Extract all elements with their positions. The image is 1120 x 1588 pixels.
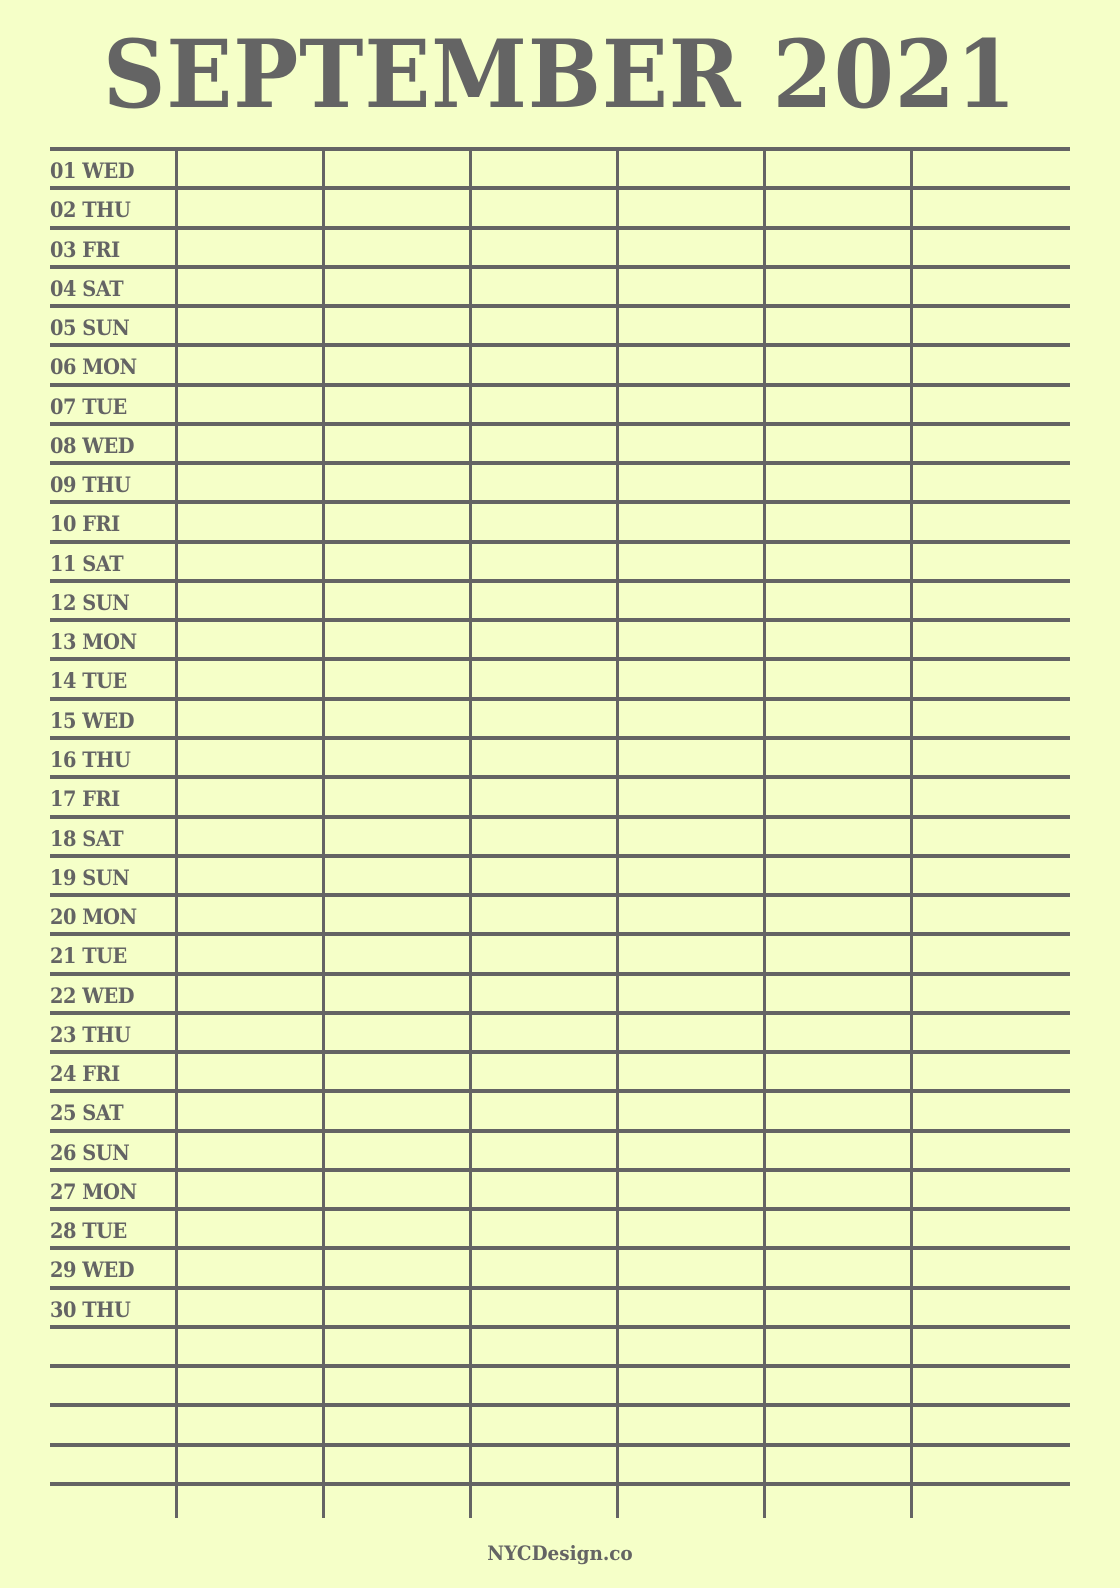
day-label: 14 TUE (50, 668, 127, 693)
day-label: 12 SUN (50, 590, 130, 615)
day-label: 07 TUE (50, 394, 127, 419)
row-divider (50, 343, 1070, 347)
row-divider (50, 1403, 1070, 1407)
day-label: 30 THU (50, 1297, 131, 1322)
row-divider (50, 383, 1070, 387)
row-divider (50, 1011, 1070, 1015)
row-divider (50, 226, 1070, 230)
day-label: 05 SUN (50, 315, 130, 340)
day-label: 10 FRI (50, 511, 120, 536)
row-divider (50, 972, 1070, 976)
row-divider (50, 147, 1070, 151)
row-divider (50, 461, 1070, 465)
day-label: 20 MON (50, 904, 137, 929)
day-label: 22 WED (50, 983, 135, 1008)
row-divider (50, 775, 1070, 779)
day-label: 02 THU (50, 197, 131, 222)
row-divider (50, 1207, 1070, 1211)
row-divider (50, 1443, 1070, 1447)
column-divider (763, 149, 766, 1518)
row-divider (50, 1286, 1070, 1290)
day-label: 16 THU (50, 747, 131, 772)
row-divider (50, 304, 1070, 308)
day-label: 25 SAT (50, 1100, 124, 1125)
day-label: 29 WED (50, 1257, 135, 1282)
column-divider (469, 149, 472, 1518)
footer-credit: NYCDesign.co (487, 1541, 633, 1565)
day-label: 18 SAT (50, 826, 124, 851)
row-divider (50, 1089, 1070, 1093)
day-label: 26 SUN (50, 1140, 130, 1165)
page-title: SEPTEMBER 2021 (103, 20, 1017, 130)
row-divider (50, 1129, 1070, 1133)
row-divider (50, 854, 1070, 858)
row-divider (50, 265, 1070, 269)
day-label: 17 FRI (50, 786, 120, 811)
row-divider (50, 932, 1070, 936)
column-divider (616, 149, 619, 1518)
day-label: 27 MON (50, 1179, 137, 1204)
day-label: 11 SAT (50, 551, 124, 576)
column-divider (175, 149, 178, 1518)
row-divider (50, 1050, 1070, 1054)
day-label: 13 MON (50, 629, 137, 654)
row-divider (50, 422, 1070, 426)
row-divider (50, 1364, 1070, 1368)
day-label: 09 THU (50, 472, 131, 497)
day-label: 23 THU (50, 1022, 131, 1047)
day-label: 08 WED (50, 433, 135, 458)
day-label: 19 SUN (50, 865, 130, 890)
row-divider (50, 697, 1070, 701)
row-divider (50, 186, 1070, 190)
day-label: 06 MON (50, 354, 137, 379)
day-label: 15 WED (50, 708, 135, 733)
row-divider (50, 1482, 1070, 1486)
row-divider (50, 1168, 1070, 1172)
column-divider (322, 149, 325, 1518)
day-label: 03 FRI (50, 237, 120, 262)
row-divider (50, 618, 1070, 622)
day-label: 01 WED (50, 158, 135, 183)
row-divider (50, 540, 1070, 544)
day-label: 28 TUE (50, 1218, 127, 1243)
row-divider (50, 657, 1070, 661)
row-divider (50, 815, 1070, 819)
row-divider (50, 1325, 1070, 1329)
column-divider (910, 149, 913, 1518)
day-label: 21 TUE (50, 943, 127, 968)
day-label: 24 FRI (50, 1061, 120, 1086)
row-divider (50, 579, 1070, 583)
row-divider (50, 736, 1070, 740)
day-label: 04 SAT (50, 276, 124, 301)
row-divider (50, 1246, 1070, 1250)
row-divider (50, 500, 1070, 504)
row-divider (50, 893, 1070, 897)
